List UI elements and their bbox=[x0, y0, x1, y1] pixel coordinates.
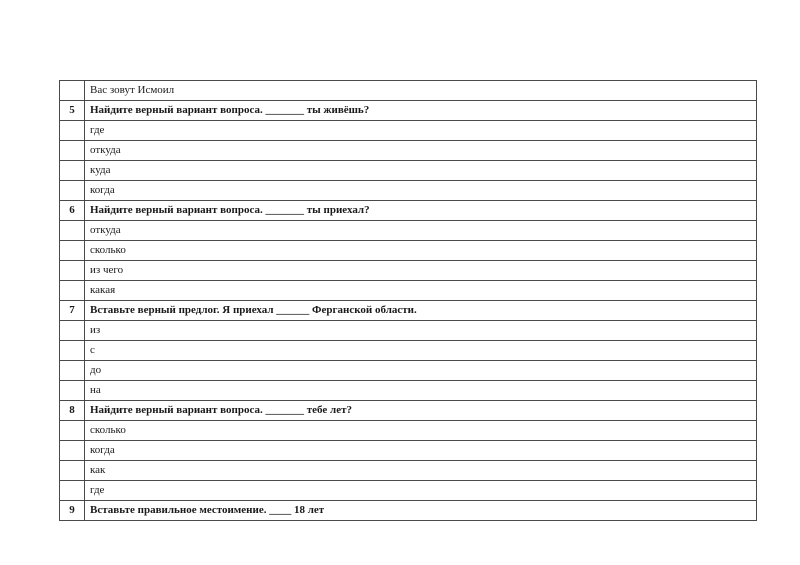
answer-option-row bbox=[60, 241, 757, 261]
answer-option-text: Вас зовут Исмоил bbox=[85, 81, 757, 101]
answer-option-text: где bbox=[85, 121, 757, 141]
answer-option-row bbox=[60, 381, 757, 401]
question-number: 7 bbox=[60, 301, 85, 321]
answer-option-text: какая bbox=[85, 281, 757, 301]
answer-option-row bbox=[60, 81, 757, 101]
option-number-cell bbox=[60, 221, 85, 241]
question-row bbox=[60, 101, 757, 121]
question-row bbox=[60, 301, 757, 321]
question-text: Вставьте правильное местоимение. ____ 18 лет bbox=[85, 501, 757, 521]
answer-option-row bbox=[60, 161, 757, 181]
answer-option-text: откуда bbox=[85, 221, 757, 241]
answer-option-row bbox=[60, 181, 757, 201]
option-number-cell bbox=[60, 481, 85, 501]
quiz-table-body bbox=[60, 81, 757, 521]
option-number-cell bbox=[60, 421, 85, 441]
option-number-cell bbox=[60, 141, 85, 161]
answer-option-row bbox=[60, 121, 757, 141]
answer-option-text: откуда bbox=[85, 141, 757, 161]
answer-option-text: когда bbox=[85, 441, 757, 461]
option-number-cell bbox=[60, 121, 85, 141]
option-number-cell bbox=[60, 441, 85, 461]
answer-option-row bbox=[60, 361, 757, 381]
option-number-cell bbox=[60, 341, 85, 361]
question-number: 8 bbox=[60, 401, 85, 421]
option-number-cell bbox=[60, 241, 85, 261]
question-number: 5 bbox=[60, 101, 85, 121]
answer-option-text: до bbox=[85, 361, 757, 381]
answer-option-row bbox=[60, 461, 757, 481]
option-number-cell bbox=[60, 281, 85, 301]
question-row bbox=[60, 401, 757, 421]
question-row bbox=[60, 201, 757, 221]
question-number: 9 bbox=[60, 501, 85, 521]
option-number-cell bbox=[60, 361, 85, 381]
question-text: Найдите верный вариант вопроса. _______ ты живёшь? bbox=[85, 101, 757, 121]
answer-option-text: куда bbox=[85, 161, 757, 181]
answer-option-text: с bbox=[85, 341, 757, 361]
answer-option-text: из чего bbox=[85, 261, 757, 281]
answer-option-text: когда bbox=[85, 181, 757, 201]
answer-option-row bbox=[60, 221, 757, 241]
answer-option-text: сколько bbox=[85, 241, 757, 261]
quiz-table bbox=[59, 80, 757, 521]
question-number: 6 bbox=[60, 201, 85, 221]
answer-option-row bbox=[60, 261, 757, 281]
answer-option-text: из bbox=[85, 321, 757, 341]
question-row bbox=[60, 501, 757, 521]
option-number-cell bbox=[60, 261, 85, 281]
answer-option-row bbox=[60, 281, 757, 301]
option-number-cell bbox=[60, 381, 85, 401]
answer-option-row bbox=[60, 141, 757, 161]
question-text: Найдите верный вариант вопроса. _______ тебе лет? bbox=[85, 401, 757, 421]
answer-option-row bbox=[60, 341, 757, 361]
option-number-cell bbox=[60, 161, 85, 181]
question-text: Найдите верный вариант вопроса. _______ ты приехал? bbox=[85, 201, 757, 221]
answer-option-text: на bbox=[85, 381, 757, 401]
question-text: Вставьте верный предлог. Я приехал ______ Ферганской области. bbox=[85, 301, 757, 321]
answer-option-row bbox=[60, 481, 757, 501]
option-number-cell bbox=[60, 321, 85, 341]
option-number-cell bbox=[60, 81, 85, 101]
answer-option-row bbox=[60, 321, 757, 341]
answer-option-row bbox=[60, 441, 757, 461]
answer-option-text: где bbox=[85, 481, 757, 501]
option-number-cell bbox=[60, 181, 85, 201]
answer-option-text: как bbox=[85, 461, 757, 481]
answer-option-text: сколько bbox=[85, 421, 757, 441]
option-number-cell bbox=[60, 461, 85, 481]
answer-option-row bbox=[60, 421, 757, 441]
